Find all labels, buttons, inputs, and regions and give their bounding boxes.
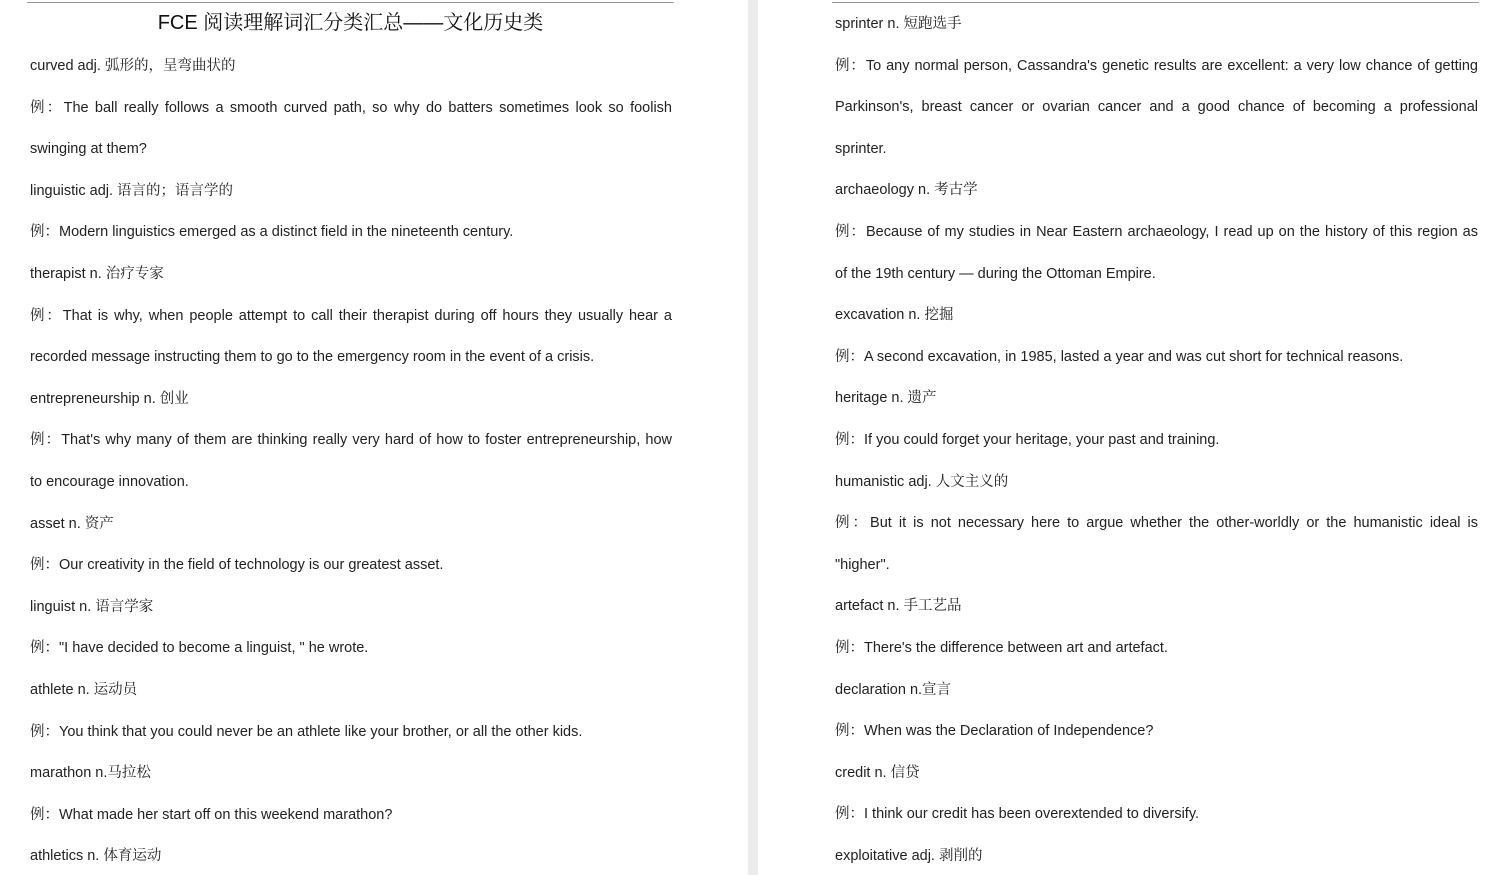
vocab-entry-line: credit n. 信贷 xyxy=(835,764,920,781)
vocab-entry-line: Parkinson's, breast cancer or ovarian cancer and a good chance of becoming a professional xyxy=(835,99,1478,116)
example-sentence-line: 例：Modern linguistics emerged as a distinct field in the nineteenth century. xyxy=(30,224,514,241)
vocab-entry-line: artefact n. 手工艺品 xyxy=(835,598,962,615)
vocab-entry-line: humanistic adj. 人文主义的 xyxy=(835,473,1009,490)
vocab-entry-line: sprinter. xyxy=(835,140,887,157)
document-title: FCE 阅读理解词汇分类汇总——文化历史类 xyxy=(157,12,544,34)
vocab-entry-line: sprinter n. 短跑选手 xyxy=(835,16,962,32)
example-sentence-line: 例：I think our credit has been overextended to diversify. xyxy=(835,806,1200,823)
vocab-entry-line: exploitative adj. 剥削的 xyxy=(835,848,983,864)
vocab-entry-line: excavation n. 挖掘 xyxy=(835,307,954,324)
top-rule xyxy=(832,2,1479,3)
vocab-entry-line: entrepreneurship n. 创业 xyxy=(30,390,189,407)
right-page xyxy=(758,0,1495,875)
example-sentence-line: 例：There's the difference between art and artefact. xyxy=(835,640,1168,656)
top-rule xyxy=(27,2,674,3)
vocab-entry-line: "higher". xyxy=(835,556,890,573)
vocab-entry-line: linguist n. 语言学家 xyxy=(30,598,154,615)
example-sentence-line: 例：Our creativity in the field of technology is our greatest asset. xyxy=(30,557,444,574)
example-sentence-line: 例：Because of my studies in Near Eastern archaeology, I read up on the history of this region as xyxy=(835,224,1478,240)
example-sentence-line: 例：The ball really follows a smooth curved path, so why do batters sometimes look so foolish xyxy=(30,99,672,116)
vocab-entry-line: athlete n. 运动员 xyxy=(30,682,138,698)
vocab-entry-line: linguistic adj. 语言的；语言学的 xyxy=(30,182,234,199)
vocab-entry-line: athletics n. 体育运动 xyxy=(30,848,162,865)
example-sentence-line: 例：You think that you could never be an athlete like your brother, or all the other kids. xyxy=(30,723,583,740)
vocab-entry-line: marathon n.马拉松 xyxy=(30,765,151,782)
vocab-entry-line: to encourage innovation. xyxy=(30,474,189,490)
example-sentence-line: 例：What made her start off on this weekend marathon? xyxy=(30,806,393,823)
vocab-entry-line: archaeology n. 考古学 xyxy=(835,182,978,199)
example-sentence-line: 例：If you could forget your heritage, your past and training. xyxy=(835,432,1220,448)
example-sentence-line: 例：A second excavation, in 1985, lasted a year and was cut short for technical reasons. xyxy=(835,348,1404,365)
vocab-entry-line: swinging at them? xyxy=(30,141,147,158)
example-sentence-line: 例：When was the Declaration of Independence? xyxy=(835,723,1154,740)
vocab-entry-line: recorded message instructing them to go to the emergency room in the event of a crisis. xyxy=(30,349,595,366)
vocab-entry-line: heritage n. 遗产 xyxy=(835,390,937,407)
example-sentence-line: 例："I have decided to become a linguist, " he wrote. xyxy=(30,640,369,657)
vocab-entry-line: declaration n.宣言 xyxy=(835,681,952,698)
example-sentence-line: 例：To any normal person, Cassandra's genetic results are excellent: a very low chance of getting xyxy=(835,57,1478,74)
example-sentence-line: 例：But it is not necessary here to argue whether the other-worldly or the humanistic ideal is xyxy=(835,515,1478,532)
vocab-entry-line: therapist n. 治疗专家 xyxy=(30,266,164,282)
vocab-entry-line: of the 19th century — during the Ottoman Empire. xyxy=(835,265,1156,282)
example-sentence-line: 例：That's why many of them are thinking really very hard of how to foster entrepreneurship, how xyxy=(30,432,672,449)
vocab-entry-line: curved adj. 弧形的，呈弯曲状的 xyxy=(30,58,236,74)
vocab-entry-line: asset n. 资产 xyxy=(30,515,114,532)
example-sentence-line: 例：That is why, when people attempt to call their therapist during off hours they usually hear a xyxy=(30,307,672,324)
